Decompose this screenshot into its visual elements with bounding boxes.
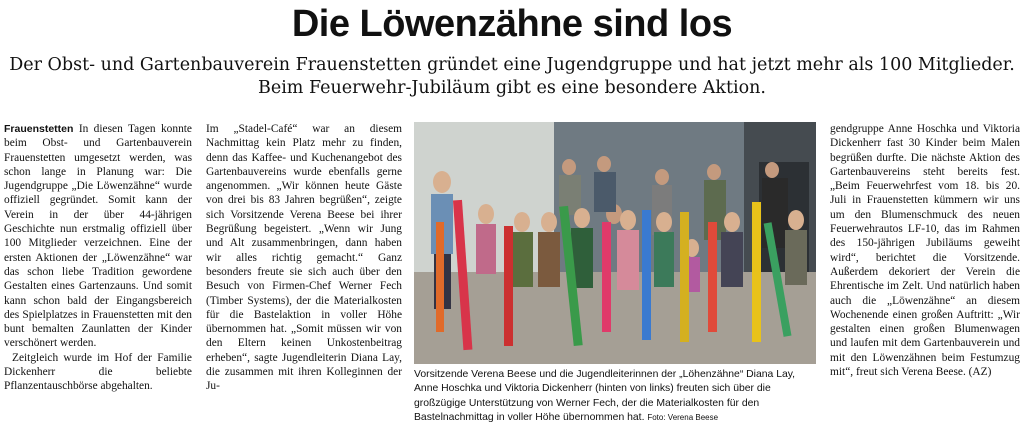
paragraph-1-text: In diesen Tagen konnte beim Obst- und Gartenbauverein Frauenstetten umgesetzt werden, was schon lange in Planung war: Die Jugendgruppe „Die Löwenzähne“ wurde offiziell gegründet. Somit kann der Verein in der über 44-jährigen Geschichte nun erstmalig offiziell über 100 Mitglieder verzeichnen. Eine der ersten Aktionen der „Löwenzähne“ war das schon liebe Tradition gewordene Gestalten eines Gartenzauns. Und somit kann schon bald der Eingangsbereich des Spielplatzes in Frauenstetten mit den bunt bemalten Zaunlatten der Kinder verschönert werden.: [4, 123, 192, 350]
group-photo-illustration: [414, 122, 816, 364]
article-column-2: [206, 122, 402, 394]
article-column-1: [4, 122, 192, 394]
photo-credit: Foto: Verena Beese: [647, 412, 719, 422]
dateline: Frauenstetten: [4, 123, 74, 135]
caption-text: Vorsitzende Verena Beese und die Jugendleiterinnen der „Löhenzähne“ Diana Lay, Anne Hoschka und Viktoria Dickenherr (hinten von links) freuten sich über die großzügige Unterstützung von Werner Fech, der die Materialkosten für den Bastelnachmittag in voller Höhe übernommen hat.: [414, 369, 796, 423]
article-column-4: [830, 122, 1020, 379]
article-photo: [414, 122, 816, 364]
subheadline-line-2: Beim Feuerwehr-Jubiläum gibt es eine besondere Aktion.: [257, 78, 766, 98]
paragraph-3: Im „Stadel-Café“ war an diesem Nachmittag kein Platz mehr zu finden, denn das Kaffee- und Kuchenangebot des Gartenbauvereins wurde ebenfalls gerne angenommen. „Wir können heute Gäste von drei bis 83 Jahren begrüßen“, zeigte sich Vorsitzende Verena Beese bei ihrer Begrüßung begeistert. „Wenn wir Jung und Alt zusammenbringen, dann haben wir alles richtig gemacht.“ Ganz besonders freute sie sich auch über den Besuch von Firmen-Chef Werner Fech (Timber Systems), der die Materialkosten für die Bastelaktion in voller Höhe übernommen hat. „Somit müssen wir von den Eltern keinen Unkostenbeitrag erheben“, sagte Jugendleiterin Diana Lay, die zusammen mit ihren Kolleginnen der Ju-: [206, 123, 402, 393]
paragraph-2: Zeitgleich wurde im Hof der Familie Dickenherr die beliebte Pflanzentauschbörse abgehalten.: [4, 351, 192, 393]
paragraph-1: [4, 122, 192, 351]
subheadline: [0, 54, 1024, 100]
paragraph-4: gendgruppe Anne Hoschka und Viktoria Dickenherr fast 30 Kinder beim Malen begrüßen durfte. Die nächste Aktion des Gartenbauvereins steht bereits fest. „Beim Feuerwehrfest vom 18. bis 20. Juli in Frauenstetten kümmern wir uns um den Blumenschmuck des neuen Feuerwehrautos LF-10, das im Rahmen des 150-jährigen Jubiläums geweiht wird“, berichtet die Vorsitzende. Außerdem dekoriert der Verein die Ehrentische im Zelt. Und natürlich haben auch die „Löwenzähne“ an diesem Wochenende einen großen Auftritt: „Wir gestalten einen großen Blumenwagen und laufen mit dem Gartenbauverein und mit den Löwenzähnen beim Festumzug mit“, freut sich Verena Beese. (AZ): [830, 123, 1020, 379]
headline: Die Löwenzähne sind los: [291, 3, 733, 45]
subheadline-line-1: Der Obst- und Gartenbauverein Frauenstetten gründet eine Jugendgruppe und hat jetzt mehr als 100 Mitglieder.: [9, 55, 1015, 75]
photo-caption: [414, 368, 818, 425]
